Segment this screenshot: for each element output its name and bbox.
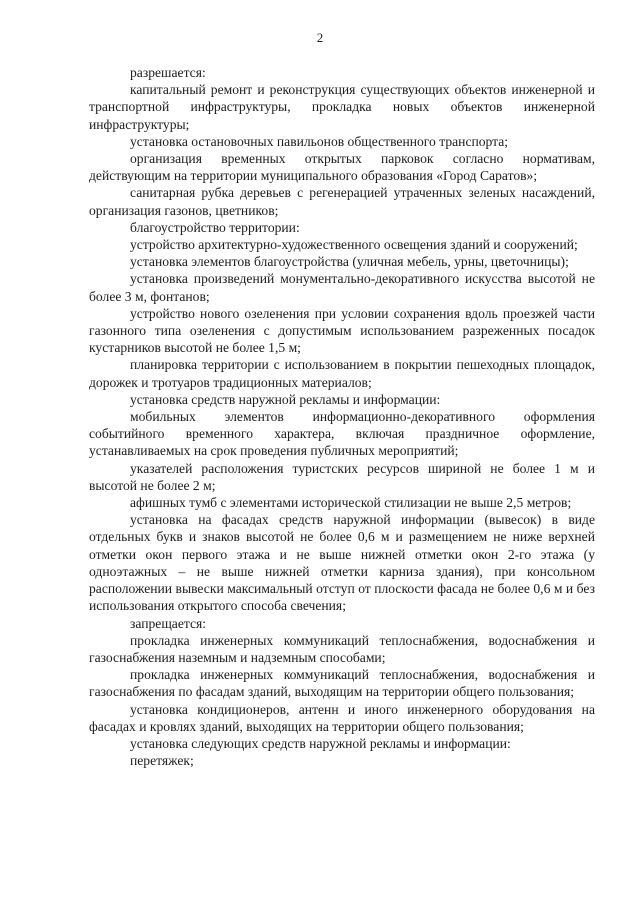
paragraph: устройство нового озеленения при условии сохранения вдоль проезжей части газонного типа озеленения с допустимым использованием разреженных посадок кустарников высотой не более 1,5 м;	[89, 305, 595, 356]
paragraph: установка остановочных павильонов общественного транспорта;	[130, 133, 509, 149]
document-body	[89, 64, 595, 769]
paragraph-allowed-heading: разрешается:	[130, 65, 206, 80]
paragraph: благоустройство территории:	[130, 219, 300, 235]
paragraph: установка следующих средств наружной рекламы и информации:	[130, 735, 511, 751]
paragraph: мобильных элементов информационно-декоративного оформления событийного временного характера, включая праздничное оформление, устанавливаемых на срок проведения публичных мероприятий;	[89, 409, 595, 459]
paragraph: указателей расположения туристских ресурсов шириной не более 1 м и высотой не более 2 м;	[89, 460, 595, 493]
paragraph-prohibited-heading: запрещается:	[130, 615, 207, 631]
paragraph: прокладка инженерных коммуникаций теплоснабжения, водоснабжения и газоснабжения по фасадам зданий, выходящим на территории общего пользования;	[89, 667, 595, 700]
paragraph: организация временных открытых парковок согласно нормативам, действующим на территории муниципального образования «Город Саратов»;	[89, 151, 595, 184]
paragraph: установка средств наружной рекламы и информации:	[130, 391, 441, 407]
paragraph: установка кондиционеров, антенн и иного инженерного оборудования на фасадах и кровлях зданий, выходящих на территории общего пользования;	[89, 701, 595, 734]
paragraph: установка элементов благоустройства (уличная мебель, урны, цветочницы);	[130, 254, 569, 270]
paragraph: капитальный ремонт и реконструкция существующих объектов инженерной и транспортной инфраструктуры, прокладка новых объектов инженерной инфраструктуры;	[89, 82, 595, 132]
paragraph: санитарная рубка деревьев с регенерацией утраченных зеленых насаждений, организация газонов, цветников;	[89, 185, 595, 218]
paragraph: установка произведений монументально-декоративного искусства высотой не более 3 м, фонтанов;	[89, 271, 595, 304]
paragraph: перетяжек;	[130, 753, 194, 769]
paragraph: установка на фасадах средств наружной информации (вывесок) в виде отдельных букв и знаков высотой не более 0,6 м и размещением не ниже верхней отметки окон первого этажа и не выше нижней отметки окон 2-го этажа (у одноэтажных – не выше нижней отметки карниза здания), при консольном расположении вывески максимальный отступ от плоскости фасада не более 0,6 м и без использования открытого способа свечения;	[89, 512, 595, 614]
paragraph: устройство архитектурно-художественного освещения зданий и сооружений;	[130, 237, 578, 253]
paragraph: афишных тумб с элементами исторической стилизации не выше 2,5 метров;	[130, 495, 572, 511]
paragraph: прокладка инженерных коммуникаций теплоснабжения, водоснабжения и газоснабжения наземным и надземным способами;	[89, 632, 595, 665]
paragraph: планировка территории с использованием в покрытии пешеходных площадок, дорожек и тротуаров традиционных материалов;	[89, 357, 595, 390]
page-number: 2	[316, 30, 324, 45]
